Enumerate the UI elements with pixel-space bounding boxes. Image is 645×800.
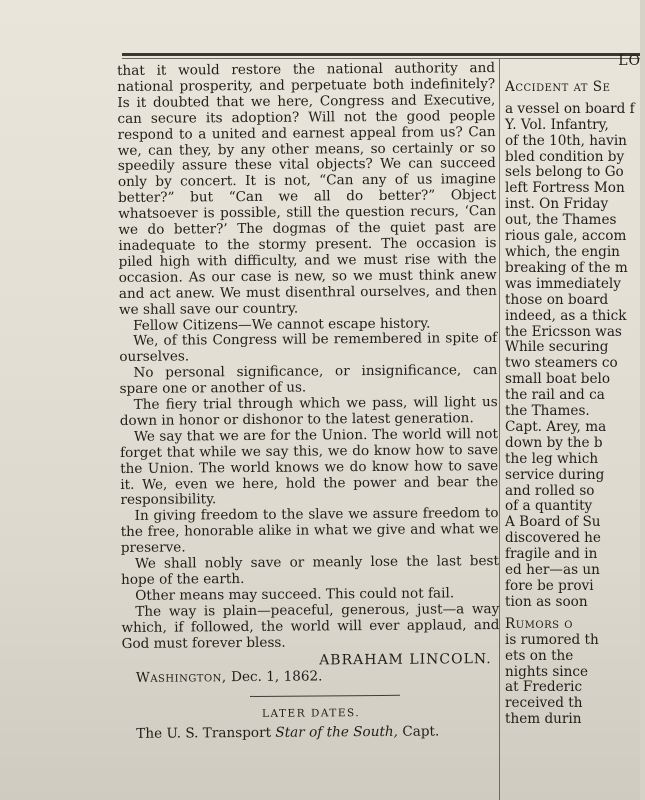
column-line: is rumored th: [505, 631, 599, 648]
paragraph: We say that we are for the Union. The world will not forget that while we say this, we do know how to save the Union. The world knows we do know how to save it. We, even we here, hold the power and bear the responsibility.: [119, 425, 499, 509]
paragraph: The fiery trial through which we pass, will light us down in honor or dishonor to the latest generation.: [119, 394, 498, 429]
column-line: small boat belo: [505, 371, 611, 388]
paragraph: We, of this Congress will be remembered in spite of ourselves.: [119, 330, 498, 366]
adjacent-column-heading: LO: [618, 53, 641, 69]
column-line: breaking of the m: [505, 259, 628, 276]
paragraph: Other means may succeed. This could not fail.: [135, 585, 455, 604]
column-line: tion as soon: [505, 593, 588, 610]
later-dates-suffix: Capt.: [402, 723, 440, 741]
ship-name: Star of the South,: [275, 724, 399, 742]
column-line: fragile and in: [505, 546, 598, 563]
paragraph: In giving freedom to the slave we assure freedom to the free, honorable alike in what we give and what we preserve.: [120, 505, 499, 557]
column-line: Y. Vol. Infantry,: [505, 116, 609, 133]
column-line: the Thames.: [505, 403, 590, 420]
column-line: A Board of Su: [505, 514, 601, 531]
adjacent-column-lines: [505, 80, 645, 728]
column-line: the rail and ca: [505, 387, 605, 404]
column-line: fore be provi: [505, 578, 594, 594]
dateline: [122, 668, 500, 687]
paragraph: Fellow Citizens—We cannot escape history.: [132, 315, 431, 334]
column-line: ets on the: [505, 647, 574, 664]
column-line: received th: [505, 695, 583, 712]
dateline-place: Washington,: [135, 669, 227, 687]
signature: ABRAHAM LINCOLN.: [319, 650, 492, 668]
column-line: and rolled so: [505, 482, 595, 499]
adjacent-column: [505, 53, 645, 728]
column-line: at Frederic: [505, 679, 583, 696]
paragraph: The way is plain—peaceful, generous, just—a way which, if followed, the world will ever applaud, and God must forever bless.: [121, 600, 500, 652]
column-line: ed her—as un: [505, 562, 600, 579]
column-line: the Ericsson was: [505, 323, 622, 340]
column-line: of the 10th, havin: [505, 132, 627, 149]
column-line: a vessel on board f: [505, 100, 635, 117]
column-line: Capt. Arey, ma: [505, 418, 607, 435]
column-line: which, the engin: [505, 243, 620, 260]
column-line: the leg which: [505, 450, 599, 467]
paragraph: We shall nobly save or meanly lose the last best hope of the earth.: [120, 553, 499, 588]
later-dates-prefix: The U. S. Transport: [136, 725, 272, 743]
lincoln-message-column: [117, 61, 500, 743]
column-line: nights since: [505, 663, 589, 680]
column-line: discovered he: [505, 530, 601, 547]
column-line: those on board: [505, 291, 609, 308]
dateline-date: Dec. 1, 1862.: [230, 668, 323, 686]
column-line: indeed, as a thick: [505, 307, 627, 324]
column-line: was immediately: [505, 275, 621, 292]
column-line: them durin: [505, 711, 582, 728]
paragraph: that it would restore the national authority and national prosperity, and perpetuate both indefinitely? Is it doubted that we here, Congress and Executive, can secure its adoption? Will not the good people respond to a united and earnest appeal from us? Can we, can they, by any other means, so certainly or so speedily assure these vital objects? We can succeed only by concert. It is not, “Can any of us imagine better?” but “Can we all do better?” Object whatsoever is possible, still the question recurs, ‘Can we do better?’ The dogmas of the quiet past are inadequate to the stormy present. The occasion is piled high with difficulty, and we must rise with the occasion. As our case is new, so we must think anew and act anew. We must disenthral ourselves, and then we shall save our country.: [116, 60, 497, 318]
column-line: of a quantity: [505, 498, 593, 515]
column-line: inst. On Friday: [505, 196, 609, 213]
column-line: While securing: [505, 339, 609, 356]
section-separator: [250, 695, 400, 697]
column-line: down by the b: [505, 434, 603, 451]
column-line: rious gale, accom: [505, 228, 627, 245]
later-dates-text: [122, 724, 500, 743]
column-line: Rumors o: [505, 615, 573, 632]
column-line: left Fortress Mon: [505, 180, 625, 197]
column-line: Accident at Se: [505, 78, 611, 95]
later-dates-heading: LATER DATES.: [261, 707, 361, 721]
column-line: out, the Thames: [505, 212, 617, 229]
column-line: sels belong to Go: [505, 164, 624, 181]
paragraph: No personal significance, or insignificance, can spare one or another of us.: [119, 362, 498, 398]
column-line: two steamers co: [505, 355, 618, 372]
column-line: bled condition by: [505, 148, 625, 165]
column-line: service during: [505, 466, 605, 483]
